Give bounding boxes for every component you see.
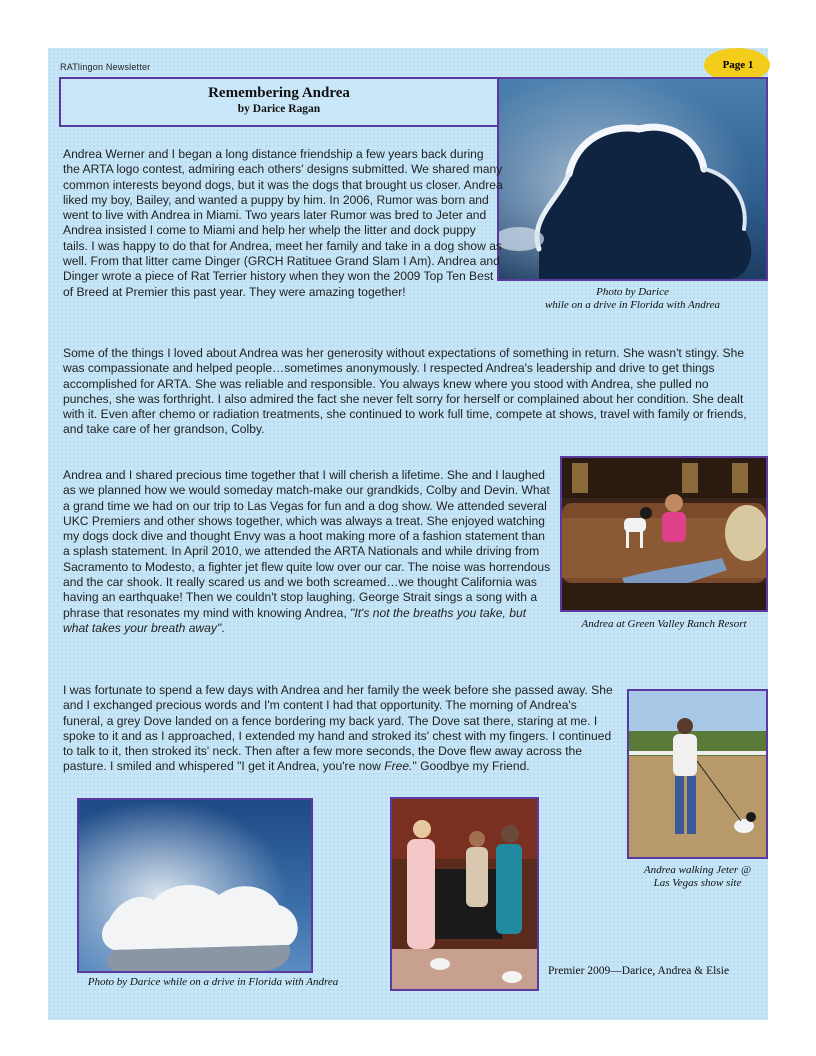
article-paragraph-4-text: I was fortunate to spend a few days with Andrea and her family the week before she passed away. She and I exchanged precious words and I'm content I had that opportunity. The morning of Andrea's funeral, a grey Dove landed on a fence bordering my back yard. The Dove sat there, staring at me. I spoke to it and as I approached, I extended my hand and stroked its' chest with my fingers. I continued to talk to it, then stroked its' neck. Then after a few more seconds, the Dove flew away across the pasture. I smiled and whispered "I get it Andrea, you're now	[63, 683, 613, 774]
article-paragraph-4	[63, 683, 613, 775]
cloud-photo-top	[497, 77, 768, 281]
premier-photo-image	[392, 799, 537, 989]
article-paragraph-4-free: Free.	[384, 759, 413, 774]
article-paragraph-3	[63, 468, 553, 636]
cloud-photo-top-caption-line2: while on a drive in Florida with Andrea	[544, 299, 721, 311]
premier-photo	[390, 797, 539, 991]
article-byline: by Darice Ragan	[237, 103, 321, 115]
newsletter-page	[48, 48, 768, 1020]
cloud-photo-bottom	[77, 798, 313, 973]
jeter-caption-line2: Las Vegas show site	[653, 877, 742, 889]
green-valley-photo-image	[562, 458, 766, 610]
cloud-photo-bottom-caption: Photo by Darice while on a drive in Florida with Andrea	[87, 976, 339, 988]
article-paragraph-3-end: .	[221, 620, 225, 635]
article-title-box	[59, 77, 499, 127]
article-paragraph-4-end: " Goodbye my Friend.	[412, 759, 530, 774]
article-paragraph-2: Some of the things I loved about Andrea was her generosity without expectations of something in return. She wasn't stingy. She was compassionate and helped people…sometimes anonymously. I respected Andrea's leadership and drive to get things accomplished for ARTA. She was reliable and responsible. You always knew where you stood with Andrea, she pulled no punches, she was forthright. I also admired the fact she never felt sorry for herself or complained about her condition. She dealt with it. Even after chemo or radiation treatments, she continued to work full time, compete at shows, travel with family or friends, and take care of her grandson, Colby.	[63, 346, 747, 437]
article-paragraph-3-text: Andrea and I shared precious time together that I will cherish a lifetime. She and I laughed as we planned how we would someday match-make our grandkids, Colby and Devin. What a grand time we had on our trip to Las Vegas for fun and a dog show. We attended several UKC Premiers and other shows together, which was always a treat. She enjoyed watching my dogs dock dive and thought Envy was a hoot making more of a fashion statement than a splash statement. In April 2010, we attended the ARTA Nationals and while driving from Sacramento to Modesto, a fighter jet flew quite low over our car. The noise was horrendous and the car shook. It really scared us and we both screamed…we thought California was having an earthquake! Then we couldn't stop laughing. George Strait sings a song with a phrase that resonates my mind with knowing Andrea,	[63, 468, 551, 620]
green-valley-caption: Andrea at Green Valley Ranch Resort	[581, 618, 747, 630]
article-paragraph-1: Andrea Werner and I began a long distance friendship a few years back during the ARTA logo contest, admiring each others' designs submitted. We shared many common interests beyond dogs, but it was the dogs that brought us closer. Andrea liked my boy, Bailey, and wanted a puppy by him. In 2006, Rumor was born and went to live with Andrea in Miami. Two years later Rumor was bred to Jeter and Andrea insisted I come to Miami and help her whelp the litter and dock puppy tails. I was happy to do that for Andrea, meet her family and take in a dog show as well. From that litter came Dinger (GRCH Ratituee Grand Slam I Am). Andrea and Dinger wrote a piece of Rat Terrier history when they won the 2009 Top Ten Best of Breed at Premier this past year. They were amazing together!	[63, 147, 503, 299]
cloud-photo-top-image	[499, 79, 766, 279]
premier-caption: Premier 2009—Darice, Andrea & Elsie	[548, 965, 730, 977]
jeter-photo-image	[629, 691, 766, 857]
article-title: Remembering Andrea	[208, 85, 350, 101]
cloud-photo-top-caption	[497, 286, 768, 312]
jeter-caption	[620, 864, 775, 890]
cloud-photo-top-caption-line1: Photo by Darice	[596, 286, 669, 298]
cloud-photo-bottom-image	[79, 800, 311, 971]
article-paragraph-3-quote: "It's not the breaths you take, but what takes your breath away"	[63, 605, 527, 635]
jeter-photo	[627, 689, 768, 859]
green-valley-photo	[560, 456, 768, 612]
page-number-badge: Page 1	[704, 48, 770, 82]
jeter-caption-line1: Andrea walking Jeter @	[643, 864, 752, 876]
newsletter-name: RATlingon Newsletter	[60, 62, 151, 72]
